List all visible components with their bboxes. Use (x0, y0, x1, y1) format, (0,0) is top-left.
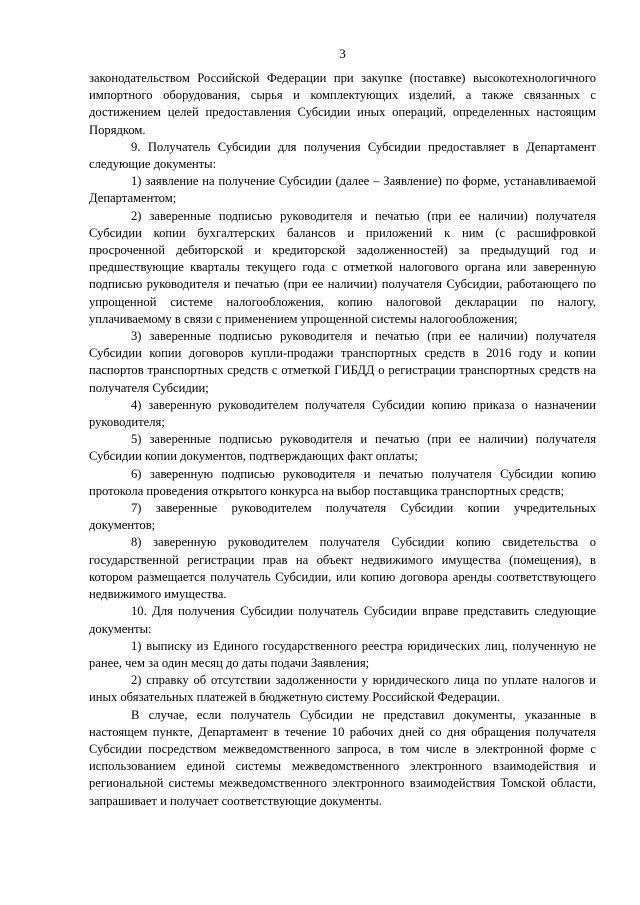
paragraph-9-8: 8) заверенную руководителем получателя Субсидии копию свидетельства о государственной регистрации прав на объект недвижимого имущества (помещения), в котором размещается получатель Субсидии, или копию договора аренды соответствующего недвижимого имущества. (89, 535, 596, 602)
paragraph-item-9: 9. Получатель Субсидии для получения Субсидии предоставляет в Департамент следующие документы: (89, 139, 596, 172)
document-body (89, 70, 596, 810)
paragraph-9-2: 2) заверенные подписью руководителя и печатью (при ее наличии) получателя Субсидии копии бухгалтерских балансов и приложений к ним (с расшифровкой просроченной дебиторской и кредиторской задолженностей) за предыдущий год и предшествующие кварталы текущего года с отметкой налогового органа или заверенную подписью руководителя и печатью (при ее наличии) получателя Субсидии, работающего по упрощенной системе налогообложения, копию налоговой декларации по налогу, уплачиваемому в связи с применением упрощенной системы налогообложения; (89, 208, 596, 326)
paragraph-9-3: 3) заверенные подписью руководителя и печатью (при ее наличии) получателя Субсидии копии договоров купли-продажи транспортных средств в 2016 году и копии паспортов транспортных средств с отметкой ГИБДД о регистрации транспортных средств на получателя Субсидии; (89, 329, 596, 395)
paragraph-9-4: 4) заверенную руководителем получателя Субсидии копию приказа о назначении руководителя; (89, 397, 596, 430)
paragraph-9-5: 5) заверенные подписью руководителя и печатью (при ее наличии) получателя Субсидии копии документов, подтверждающих факт оплаты; (89, 432, 596, 464)
paragraph-9-1: 1) заявление на получение Субсидии (далее – Заявление) по форме, устанавливаемой Департаментом; (89, 174, 596, 206)
paragraph-continuation: законодательством Российской Федерации при закупке (поставке) высокотехнологичного импортного оборудования, сырья и комплектующих изделий, а также связанных с достижением целей предоставления Субсидии иных операций, определенных настоящим Порядком. (89, 71, 596, 137)
paragraph-9-7: 7) заверенные руководителем получателя Субсидии копии учредительных документов; (89, 501, 596, 533)
paragraph-10-2: 2) справку об отсутствии задолженности у юридического лица по уплате налогов и иных обязательных платежей в бюджетную систему Российской Федерации. (89, 673, 596, 705)
paragraph-item-10: 10. Для получения Субсидии получатель Субсидии вправе представить следующие документы: (89, 604, 596, 636)
paragraph-10-note: В случае, если получатель Субсидии не представил документы, указанные в настоящем пункте, Департамент в течение 10 рабочих дней со дня обращения получателя Субсидии посредством межведомственного запроса, в том числе в электронной форме с использованием единой системы межведомственного электронного взаимодействия и региональной системы межведомственного электронного взаимодействия Томской области, запрашивает и получает соответствующие документы. (89, 707, 596, 808)
page-number: 3 (339, 46, 346, 61)
paragraph-10-1: 1) выписку из Единого государственного реестра юридических лиц, полученную не ранее, чем за один месяц до даты подачи Заявления; (89, 638, 596, 670)
paragraph-9-6: 6) заверенную подписью руководителя и печатью получателя Субсидии копию протокола проведения открытого конкурса на выбор поставщика транспортных средств; (89, 466, 596, 498)
